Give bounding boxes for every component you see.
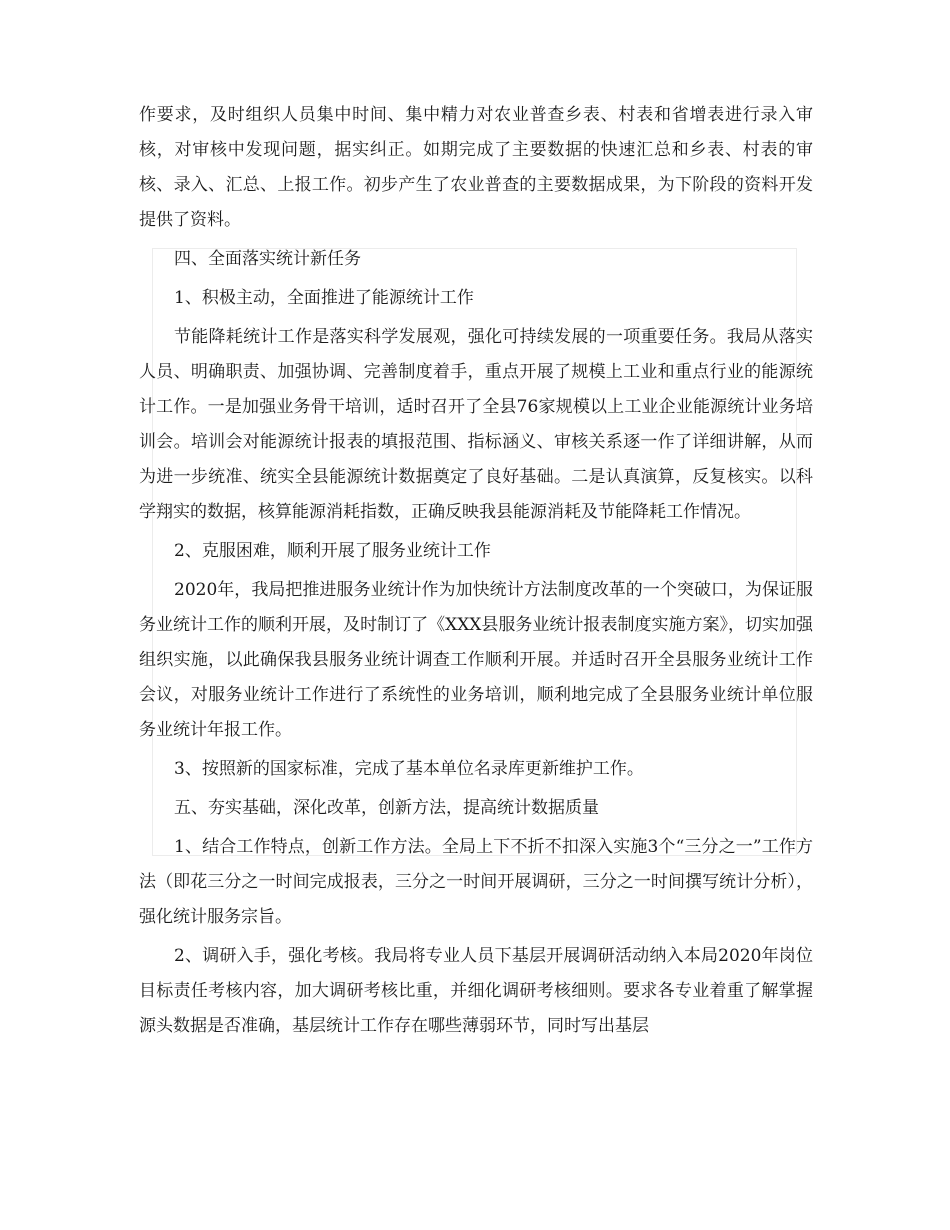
paragraph: 1、结合工作特点，创新工作方法。全局上下不折不扣深入实施3个“三分之一”工作方法（即花三分之一时间完成报表，三分之一时间开展调研，三分之一时间撰写统计分析），强化统计服务宗旨。 bbox=[139, 837, 813, 927]
paragraph: 2、调研入手，强化考核。我局将专业人员下基层开展调研活动纳入本局2020年岗位目标责任考核内容，加大调研考核比重，并细化调研考核细则。要求各专业着重了解掌握源头数据是否准确，基层统计工作存在哪些薄弱环节，同时写出基层 bbox=[139, 946, 813, 1036]
paragraph: 2020年，我局把推进服务业统计作为加快统计方法制度改革的一个突破口，为保证服务业统计工作的顺利开展，及时制订了《XXX县服务业统计报表制度实施方案》，切实加强组织实施，以此确保我县服务业统计调查工作顺利开展。并适时召开全县服务业统计工作会议，对服务业统计工作进行了系统性的业务培训，顺利地完成了全县服务业统计单位服务业统计年报工作。 bbox=[139, 580, 813, 740]
section-heading: 四、全面落实统计新任务 bbox=[174, 249, 361, 269]
paragraph: 节能降耗统计工作是落实科学发展观，强化可持续发展的一项重要任务。我局从落实人员、明确职责、加强协调、完善制度着手，重点开展了规模上工业和重点行业的能源统计工作。一是加强业务骨干培训，适时召开了全县76家规模以上工业企业能源统计业务培训会。培训会对能源统计报表的填报范围、指标涵义、审核关系逐一作了详细讲解，从而为进一步统准、统实全县能源统计数据奠定了良好基础。二是认真演算，反复核实。以科学翔实的数据，核算能源消耗指数，正确反映我县能源消耗及节能降耗工作情况。 bbox=[139, 327, 813, 522]
subsection-heading: 3、按照新的国家标准，完成了基本单位名录库更新维护工作。 bbox=[174, 759, 644, 779]
section-heading: 五、夯实基础，深化改革，创新方法，提高统计数据质量 bbox=[174, 798, 599, 818]
subsection-heading: 2、克服困难，顺利开展了服务业统计工作 bbox=[174, 541, 491, 561]
document-body bbox=[139, 98, 813, 1048]
subsection-heading: 1、积极主动，全面推进了能源统计工作 bbox=[174, 288, 474, 308]
paragraph: 作要求，及时组织人员集中时间、集中精力对农业普查乡表、村表和省增表进行录入审核，对审核中发现问题，据实纠正。如期完成了主要数据的快速汇总和乡表、村表的审核、录入、汇总、上报工作。初步产生了农业普查的主要数据成果，为下阶段的资料开发提供了资料。 bbox=[139, 105, 813, 230]
